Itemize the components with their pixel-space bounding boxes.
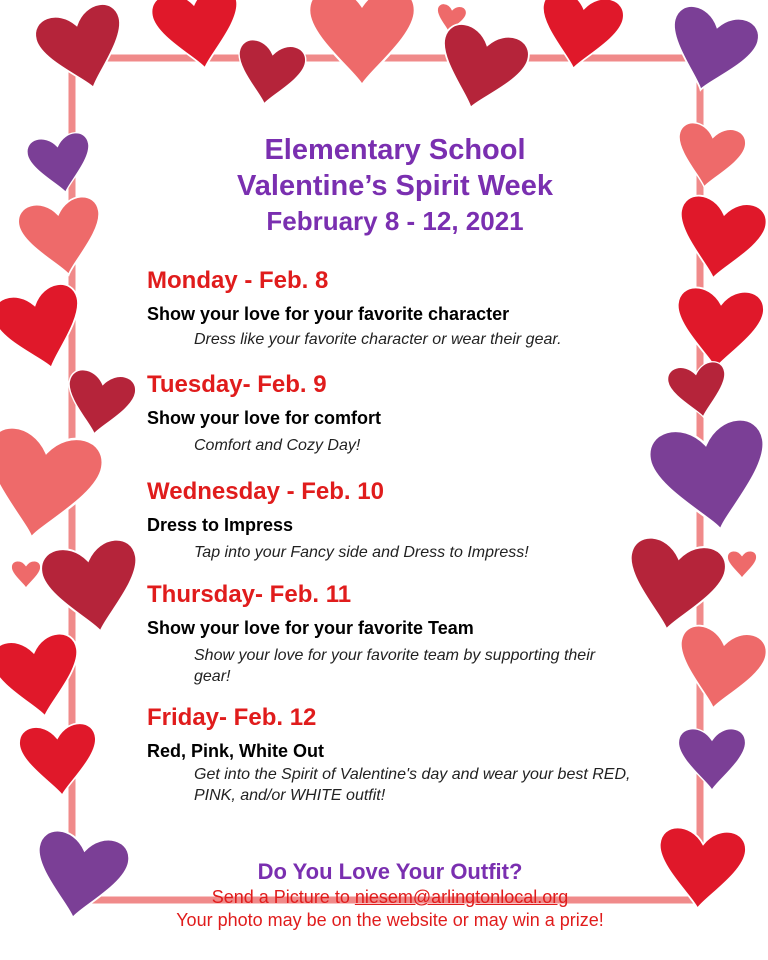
day-theme: Show your love for comfort <box>147 408 382 428</box>
footer <box>140 858 640 932</box>
day-monday <box>147 267 647 350</box>
heart-icon <box>16 194 109 282</box>
footer-title: Do You Love Your Outfit? <box>257 859 523 884</box>
heart-icon <box>678 729 745 791</box>
heart-icon <box>231 37 308 109</box>
header <box>150 132 640 238</box>
heart-icon <box>25 131 96 198</box>
heart-icon <box>670 623 768 716</box>
day-wednesday <box>147 478 647 563</box>
heart-icon <box>18 722 101 799</box>
day-friday <box>147 704 647 806</box>
event-dates: February 8 - 12, 2021 <box>266 206 524 236</box>
day-theme: Show your love for your favorite Team <box>147 618 474 638</box>
day-description: Comfort and Cozy Day! <box>194 437 361 454</box>
email-link[interactable]: niesem@arlingtonlocal.org <box>354 887 569 907</box>
day-description: Show your love for your favorite team by supporting their gear! <box>194 647 596 685</box>
day-title: Tuesday- Feb. 9 <box>147 371 327 398</box>
heart-icon <box>671 120 748 192</box>
day-title: Wednesday - Feb. 10 <box>147 478 384 505</box>
heart-icon <box>0 424 106 548</box>
heart-icon <box>670 193 768 286</box>
day-theme: Dress to Impress <box>147 515 294 535</box>
heart-icon <box>31 0 135 99</box>
day-description: Dress like your favorite character or wear their gear. <box>194 331 562 348</box>
day-title: Friday- Feb. 12 <box>147 704 317 731</box>
event-title: Valentine’s Spirit Week <box>237 170 553 202</box>
day-thursday <box>147 581 647 687</box>
day-tuesday <box>147 371 647 456</box>
day-title: Thursday- Feb. 11 <box>147 581 352 608</box>
heart-icon <box>429 20 533 119</box>
heart-icon <box>666 360 732 422</box>
day-theme: Show your love for your favorite character <box>147 304 510 324</box>
heart-icon <box>728 551 757 577</box>
prize-line: Your photo may be on the website or may win a prize! <box>176 910 604 930</box>
heart-icon <box>533 0 626 76</box>
heart-icon <box>672 286 765 373</box>
heart-icon <box>659 2 763 101</box>
school-title: Elementary School <box>264 134 526 166</box>
send-picture-line <box>140 886 640 909</box>
day-description: Get into the Spirit of Valentine's day and wear your best RED, PINK, and/or WHITE outfit! <box>194 766 631 804</box>
day-theme: Red, Pink, White Out <box>147 741 325 761</box>
heart-icon <box>12 561 41 587</box>
day-title: Monday - Feb. 8 <box>147 267 329 294</box>
heart-icon <box>309 0 415 85</box>
heart-icon <box>38 536 148 639</box>
day-description: Tap into your Fancy side and Dress to Impress! <box>194 544 529 561</box>
send-prefix: Send a Picture to <box>211 887 355 907</box>
heart-icon <box>646 416 768 540</box>
heart-icon <box>149 0 248 76</box>
heart-icon <box>28 828 132 926</box>
heart-icon <box>0 280 93 379</box>
